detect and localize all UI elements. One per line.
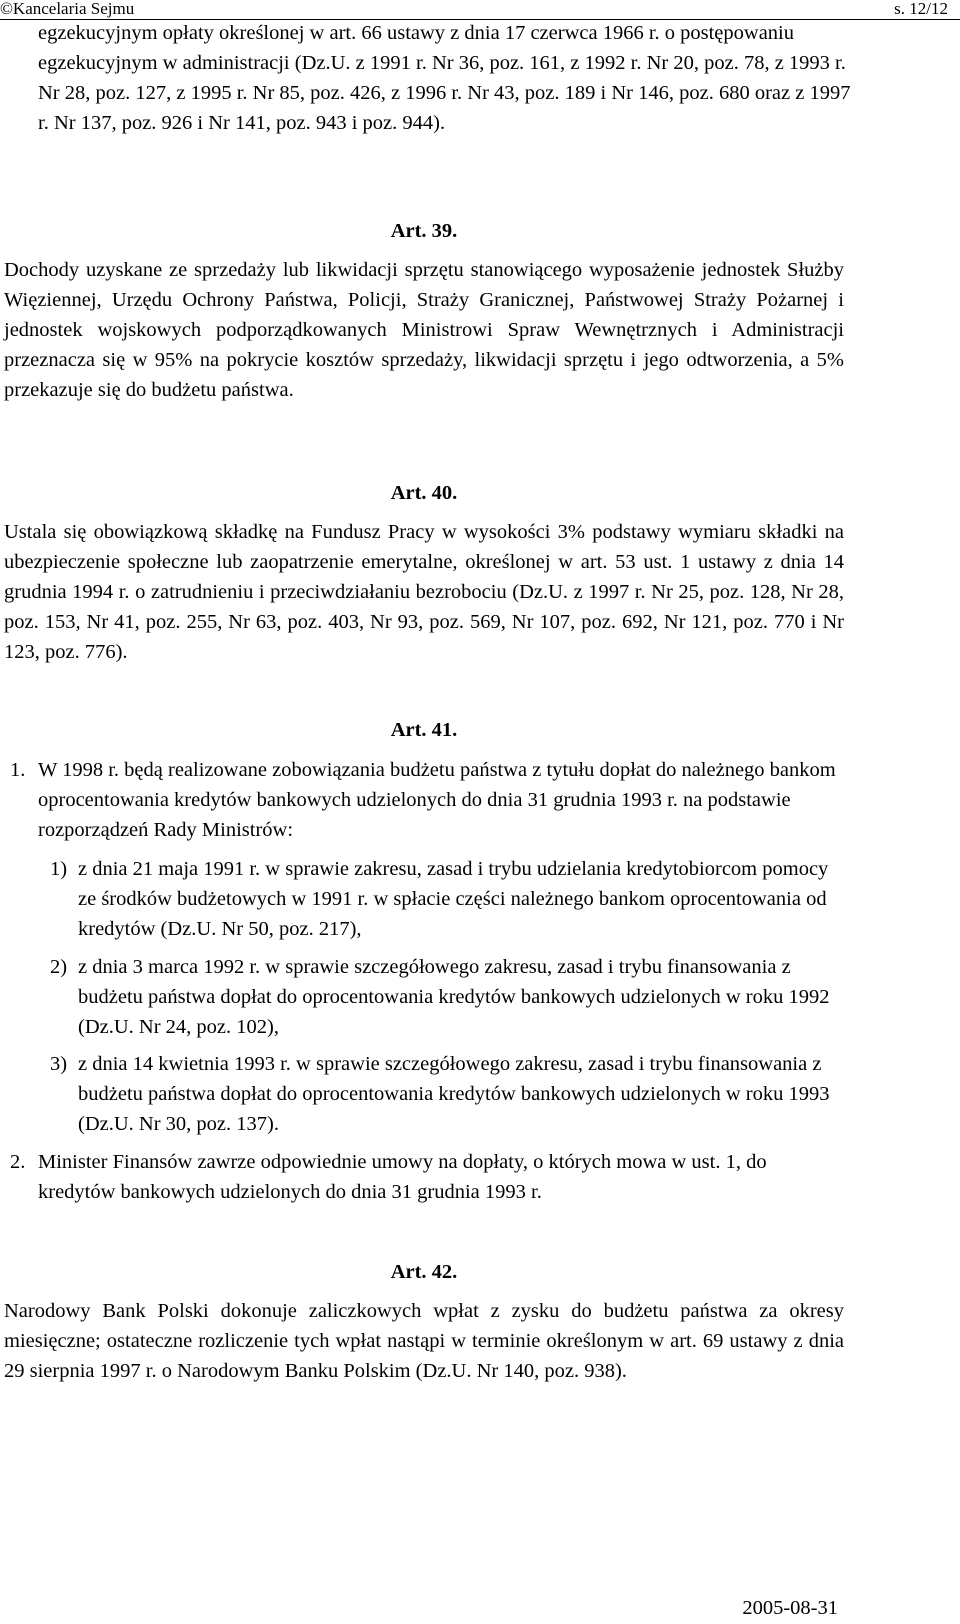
art-41-point-1-text: z dnia 21 maja 1991 r. w sprawie zakresu, zasad i trybu udzielania kredytobiorcom pomocy ze środków budżetowych w 1991 r. w spłacie części należnego bankom oprocentowania od kredytów (Dz.U. Nr 50, poz. 217), xyxy=(78,858,829,940)
art-41-point-3-number: 3) xyxy=(50,1053,68,1075)
art-41-ust-1-number: 1. xyxy=(10,759,26,781)
art-42-text: Narodowy Bank Polski dokonuje zaliczkowych wpłat z zysku do budżetu państwa za okresy miesięczne; ostateczne rozliczenie tych wpłat nastąpi w terminie określonym w art. 69 ustawy z dnia 29 sierpnia 1997 r. o Narodowym Banku Polskim (Dz.U. Nr 140, poz. 938). xyxy=(4,1300,844,1382)
art-41-heading: Art. 41. xyxy=(390,719,458,741)
art-41-point-3-text: z dnia 14 kwietnia 1993 r. w sprawie szczegółowego zakresu, zasad i trybu finansowania z budżetu państwa dopłat do oprocentowania kredytów bankowych udzielonych w roku 1993 (Dz.U. Nr 30, poz. 137). xyxy=(78,1053,830,1135)
intro-continuation-paragraph: egzekucyjnym opłaty określonej w art. 66 ustawy z dnia 17 czerwca 1966 r. o postępowaniu egzekucyjnym w administracji (Dz.U. z 1991 r. Nr 36, poz. 161, z 1992 r. Nr 20, poz. 78, z 1993 r. Nr 28, poz. 127, z 1995 r. Nr 85, poz. 426, z 1996 r. Nr 43, poz. 189 i Nr 146, poz. 680 oraz z 1997 r. Nr 137, poz. 926 i Nr 141, poz. 943 i poz. 944). xyxy=(38,22,851,134)
page-number: s. 12/12 xyxy=(894,0,948,18)
art-41-ust-1-text: W 1998 r. będą realizowane zobowiązania budżetu państwa z tytułu dopłat do należnego bankom oprocentowania kredytów bankowych udzielonych do dnia 31 grudnia 1993 r. na podstawie rozporządzeń Rady Ministrów: xyxy=(38,759,836,841)
art-41-point-2-number: 2) xyxy=(50,956,68,978)
art-39-heading: Art. 39. xyxy=(390,220,458,242)
art-40-text: Ustala się obowiązkową składkę na Fundusz Pracy w wysokości 3% podstawy wymiaru składki na ubezpieczenie społeczne lub zaopatrzenie emerytalne, określonej w art. 53 ust. 1 ustawy z dnia 14 grudnia 1994 r. o zatrudnieniu i przeciwdziałaniu bezrobociu (Dz.U. z 1997 r. Nr 25, poz. 128, Nr 28, poz. 153, Nr 41, poz. 255, Nr 63, poz. 403, Nr 93, poz. 569, Nr 107, poz. 692, Nr 121, poz. 770 i Nr 123, poz. 776). xyxy=(4,521,844,663)
art-41-ust-2-text: Minister Finansów zawrze odpowiednie umowy na dopłaty, o których mowa w ust. 1, do kredytów bankowych udzielonych do dnia 31 grudnia 1993 r. xyxy=(38,1151,767,1203)
art-41-ust-2-number: 2. xyxy=(10,1151,26,1173)
footer-date: 2005-08-31 xyxy=(742,1597,838,1619)
art-39-text: Dochody uzyskane ze sprzedaży lub likwidacji sprzętu stanowiącego wyposażenie jednostek Służby Więziennej, Urzędu Ochrony Państwa, Policji, Straży Granicznej, Państwowej Straży Pożarnej i jednostek wojskowych podporządkowanych Ministrowi Spraw Wewnętrznych i Administracji przeznacza się w 95% na pokrycie kosztów sprzedaży, likwidacji sprzętu i jego odtworzenia, a 5% przekazuje się do budżetu państwa. xyxy=(4,259,844,401)
copyright-label: ©Kancelaria Sejmu xyxy=(0,0,135,18)
art-41-point-1-number: 1) xyxy=(50,858,68,880)
art-40-heading: Art. 40. xyxy=(390,482,458,504)
art-42-heading: Art. 42. xyxy=(390,1261,458,1283)
art-41-point-2-text: z dnia 3 marca 1992 r. w sprawie szczegółowego zakresu, zasad i trybu finansowania z budżetu państwa dopłat do oprocentowania kredytów bankowych udzielonych w roku 1992 (Dz.U. Nr 24, poz. 102), xyxy=(78,956,830,1038)
